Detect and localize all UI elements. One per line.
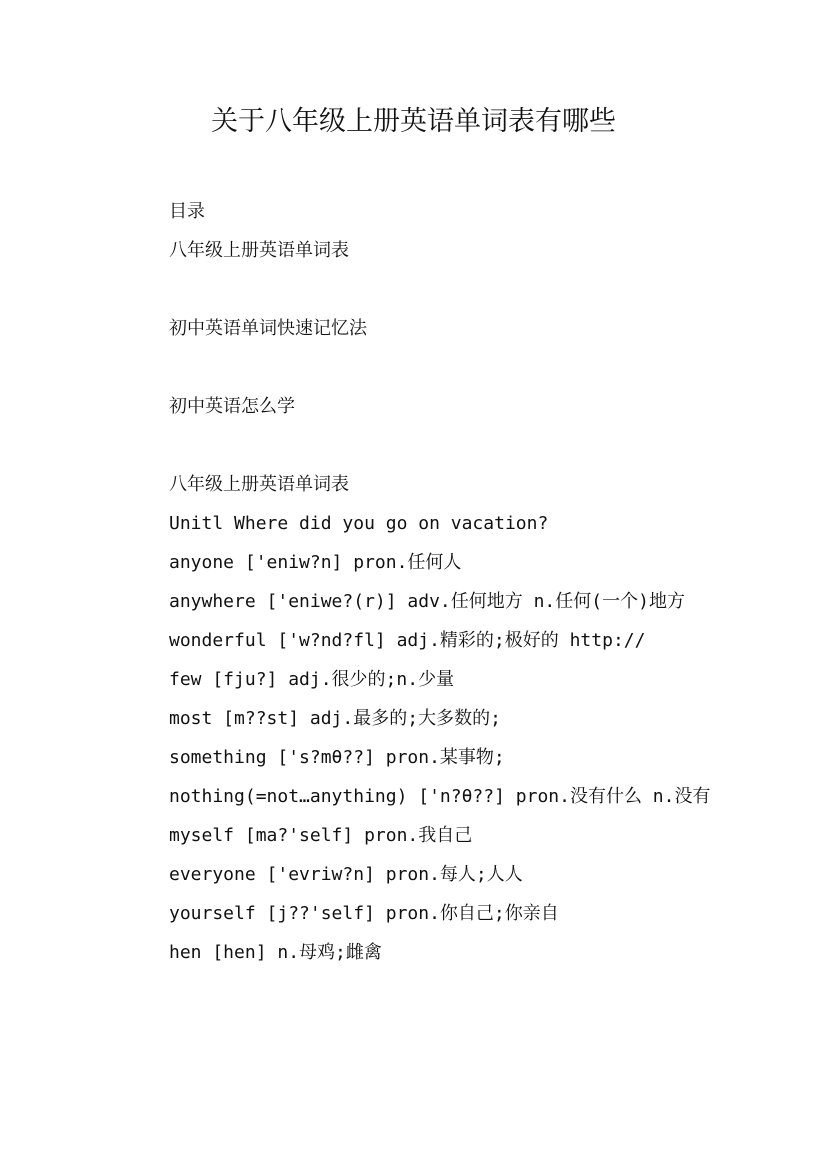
vocab-entry: wonderful ['w?nd?fl] adj.精彩的;极好的 http:// (169, 630, 646, 651)
vocab-entry: everyone ['evriw?n] pron.每人;人人 (169, 864, 523, 885)
vocab-entry: nothing(=not…anything) ['n?θ??] pron.没有什么 n.没有 (169, 786, 711, 807)
document-title: 关于八年级上册英语单词表有哪些 (211, 106, 616, 137)
blank-line (126, 270, 716, 309)
document-body (126, 192, 716, 972)
vocab-entry: anyone ['eniw?n] pron.任何人 (169, 552, 462, 573)
blank-line (126, 426, 716, 465)
unit-title: Unitl Where did you go on vacation? (169, 513, 549, 534)
vocab-entry: something ['s?mθ??] pron.某事物; (169, 747, 505, 768)
vocab-entry: myself [ma?'self] pron.我自己 (169, 825, 473, 846)
toc-item[interactable]: 初中英语单词快速记忆法 (169, 318, 367, 339)
vocab-entry: hen [hen] n.母鸡;雌禽 (169, 942, 382, 963)
vocab-entry: most [m??st] adj.最多的;大多数的; (169, 708, 501, 729)
toc-item[interactable]: 八年级上册英语单词表 (169, 240, 349, 261)
toc-item[interactable]: 初中英语怎么学 (169, 396, 295, 417)
vocab-entry: yourself [j??'self] pron.你自己;你亲自 (169, 903, 559, 924)
vocab-entry: anywhere ['eniwe?(r)] adv.任何地方 n.任何(一个)地方 (169, 591, 685, 612)
blank-line (126, 348, 716, 387)
vocab-entry: few [fju?] adj.很少的;n.少量 (169, 669, 455, 690)
toc-heading: 目录 (169, 201, 205, 222)
section-heading: 八年级上册英语单词表 (169, 474, 349, 495)
